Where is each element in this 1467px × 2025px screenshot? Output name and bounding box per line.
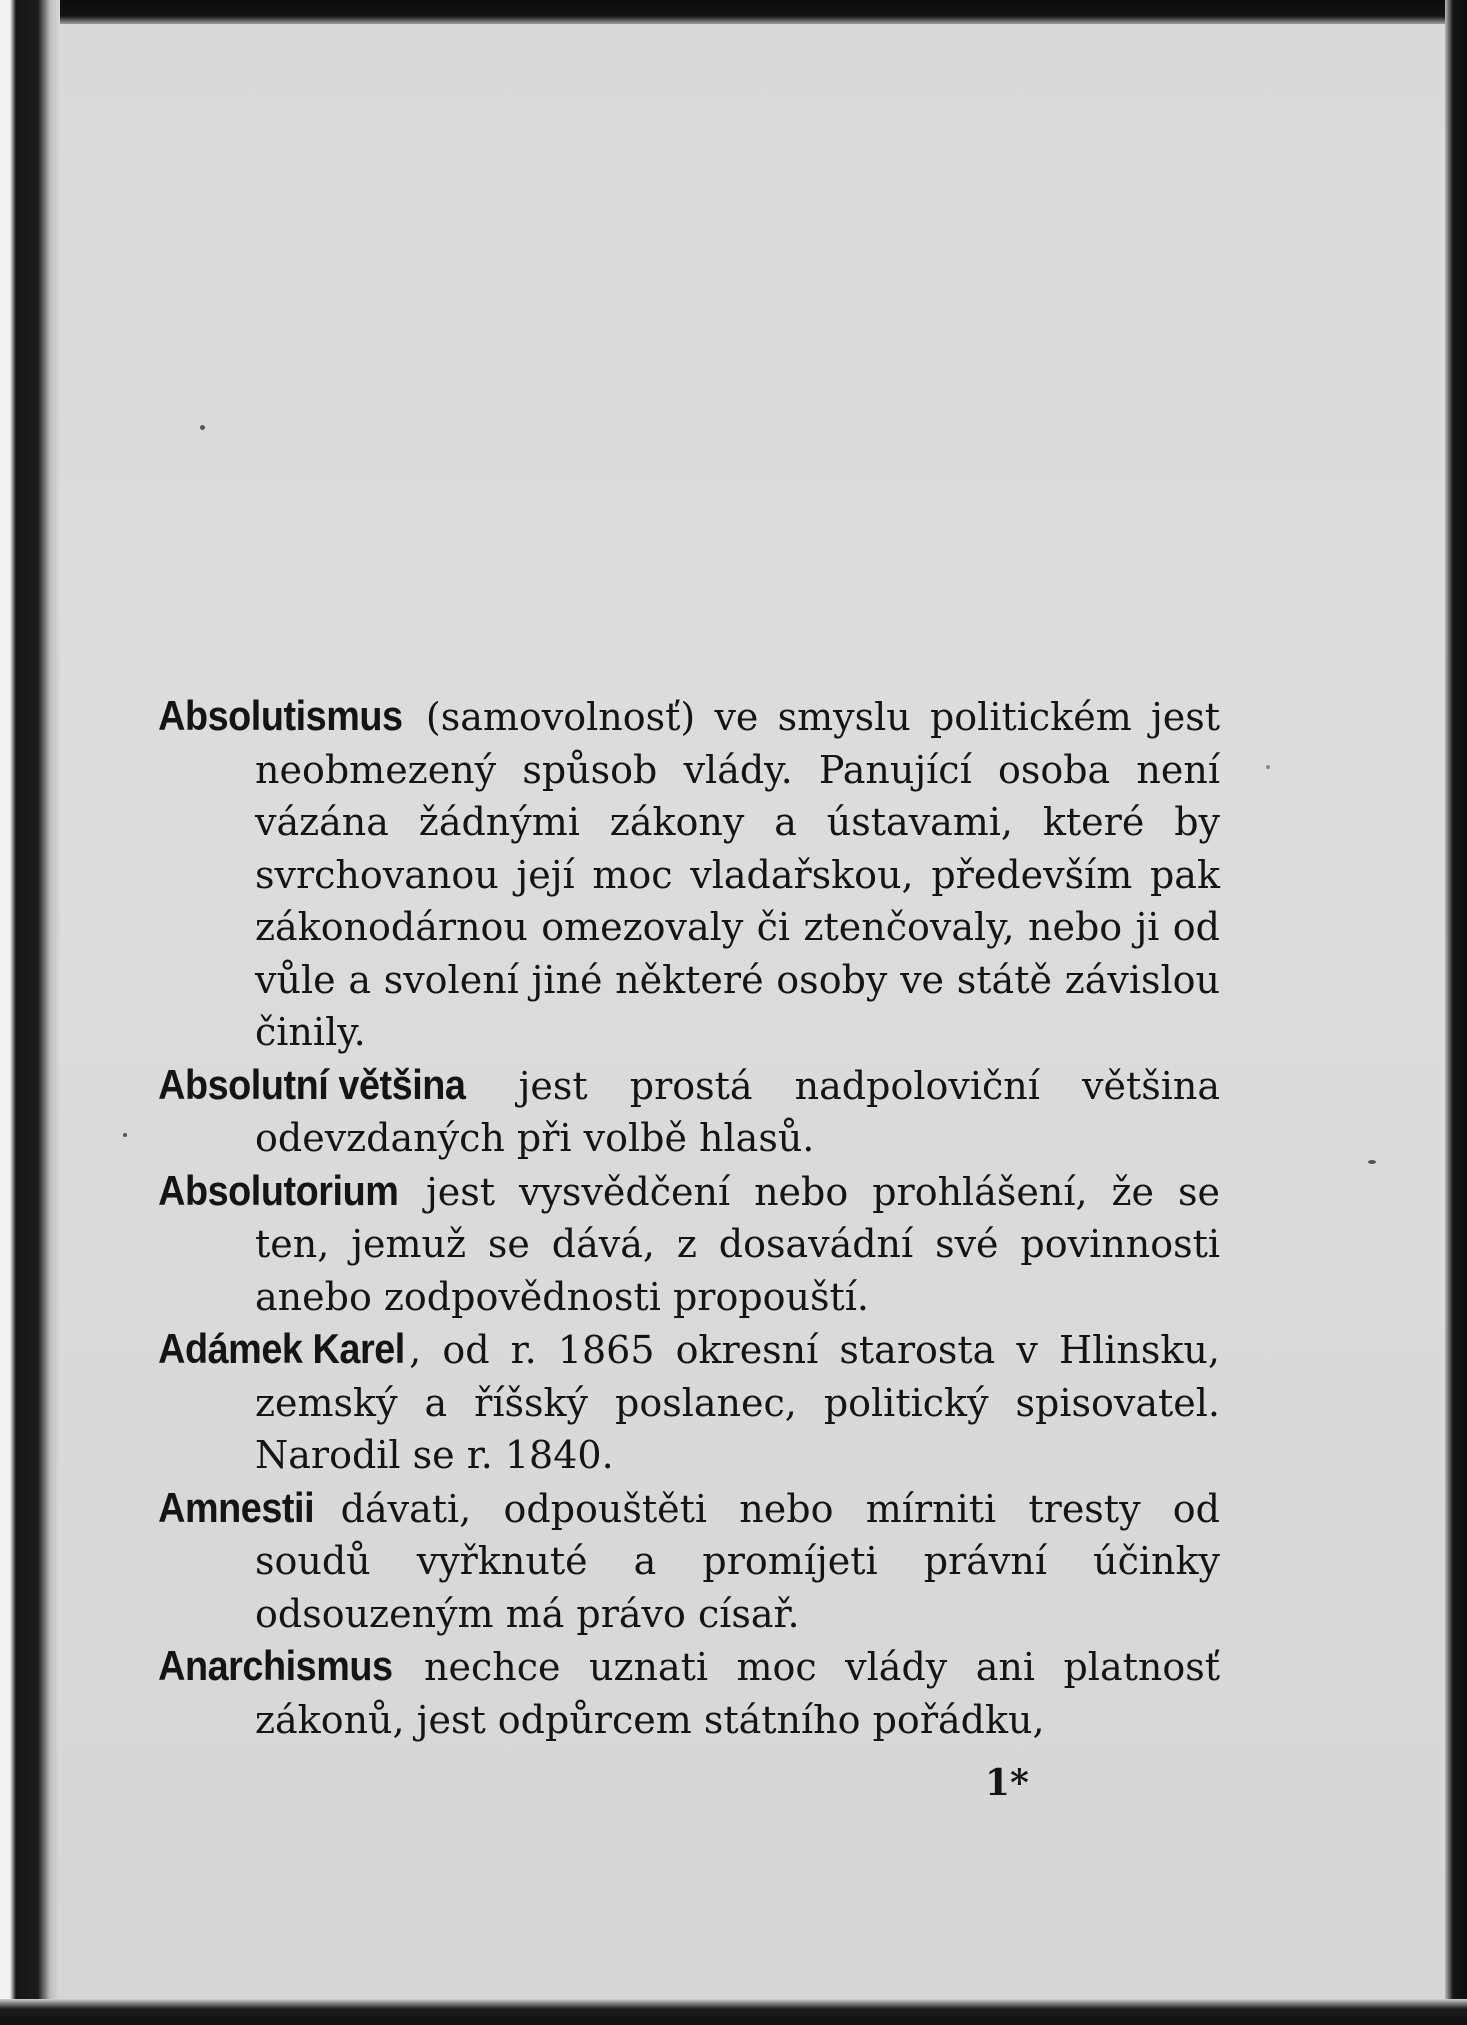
entry-term: Absolutorium bbox=[158, 1166, 399, 1214]
scan-binding-edge bbox=[0, 0, 60, 2025]
dictionary-entry bbox=[158, 1059, 1220, 1165]
entry-definition: jest vysvědčení nebo prohlášení, že se ten, jemuž se dává, z dosavádní své povinnosti anebo zodpovědnosti propouští. bbox=[255, 1169, 1220, 1319]
paper-speck bbox=[200, 425, 205, 430]
scan-right-edge bbox=[1445, 0, 1467, 2025]
dictionary-entry bbox=[158, 690, 1220, 1059]
dictionary-entry bbox=[158, 1165, 1220, 1324]
printer-signature-mark: 1* bbox=[985, 1762, 1029, 1804]
entry-term: Amnestii bbox=[158, 1483, 315, 1531]
dictionary-text bbox=[158, 690, 1220, 1746]
dictionary-entry bbox=[158, 1482, 1220, 1641]
entry-term: Anarchismus bbox=[158, 1642, 393, 1689]
entry-term: Adámek Karel bbox=[158, 1325, 405, 1372]
paper-speck bbox=[123, 1133, 127, 1137]
entry-definition: (samovolnosť) ve smyslu politickém jest neobmezený spůsob vlády. Panující osoba není vázána žádnými zákony a ústavami, které by svrchovanou její moc vladařskou, především pak zákonodárnou omezovaly či ztenčovaly, nebo ji od vůle a svolení jiné některé osoby ve státě závislou činily. bbox=[255, 695, 1220, 1054]
dictionary-entry bbox=[158, 1323, 1220, 1482]
entry-definition: , od r. 1865 okresní starosta v Hlinsku, zemský a říšský poslanec, politický spisovatel. Narodil se r. 1840. bbox=[255, 1328, 1220, 1477]
entry-definition: jest prostá nadpoloviční většina odevzdaných při volbě hlasů. bbox=[255, 1063, 1220, 1160]
entry-term: Absolutní většina bbox=[158, 1060, 466, 1108]
paper-speck bbox=[1368, 1160, 1376, 1164]
paper-speck bbox=[1266, 765, 1270, 769]
entry-definition: nechce uznati moc vlády ani platnosť zákonů, jest odpůrcem státního pořádku, bbox=[255, 1645, 1220, 1742]
scan-bottom-edge bbox=[0, 1999, 1467, 2025]
entry-term: Absolutismus bbox=[158, 692, 403, 739]
entry-definition: dávati, odpouštěti nebo mírniti tresty od soudů vyřknuté a promíjeti právní účinky odsouzeným má právo císař. bbox=[255, 1486, 1220, 1636]
dictionary-entry bbox=[158, 1640, 1220, 1746]
scan-top-edge bbox=[0, 0, 1467, 24]
